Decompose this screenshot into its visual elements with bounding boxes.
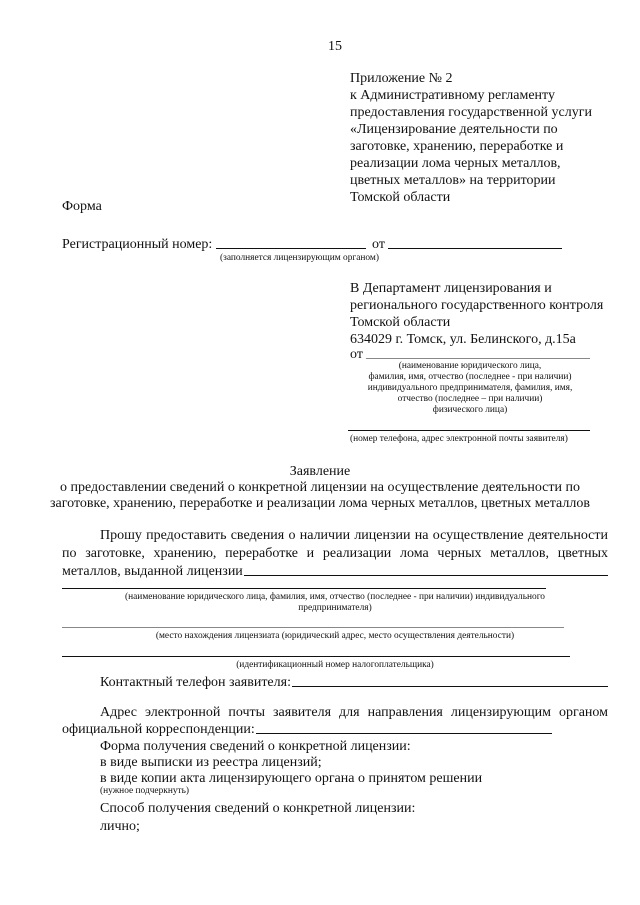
option-copy[interactable]: в виде копии акта лицензирующего органа о принятом решении <box>100 771 483 786</box>
appendix-line: реализации лома черных металлов, <box>350 156 561 171</box>
appendix-line: заготовке, хранению, переработке и <box>350 139 564 154</box>
applicant-contact-note: (номер телефона, адрес электронной почты заявителя) <box>350 434 568 444</box>
request-line: по заготовке, хранению, переработке и реализации лома черных металлов, цветных <box>62 546 608 561</box>
option-personal[interactable]: лично; <box>100 819 140 834</box>
appendix-line: Приложение № 2 <box>350 71 453 86</box>
statement-subtitle-line: о предоставлении сведений о конкретной лицензии на осуществление деятельности по <box>59 480 580 495</box>
email-field[interactable] <box>256 733 552 734</box>
addressee-line: В Департамент лицензирования и <box>350 281 552 296</box>
licensee-location-field[interactable] <box>62 627 564 628</box>
license-field[interactable] <box>244 575 608 576</box>
appendix-line: цветных металлов» на территории <box>350 173 556 188</box>
appendix-line: Томской области <box>350 190 451 205</box>
addressee-from-label: от <box>350 347 363 362</box>
method-of-receipt-label: Способ получения сведений о конкретной лицензии: <box>100 801 416 816</box>
addressee-block <box>350 280 603 348</box>
addressee-line: Томской области <box>350 315 451 330</box>
appendix-line: к Административному регламенту <box>350 88 555 103</box>
form-label: Форма <box>62 199 102 214</box>
licensee-name-note: (наименование юридического лица, фамилия, имя, отчество (последнее - при наличии) индивидуального <box>125 592 545 602</box>
statement-subtitle-line: заготовке, хранению, переработке и реализации лома черных металлов, цветных металлов <box>50 496 590 511</box>
underline-note: (нужное подчеркнуть) <box>100 786 190 796</box>
option-extract[interactable]: в виде выписки из реестра лицензий; <box>100 755 322 770</box>
applicant-note-line: отчество (последнее – при наличии) <box>397 394 543 404</box>
registration-label: Регистрационный номер: <box>62 237 213 252</box>
form-of-receipt-label: Форма получения сведений о конкретной лицензии: <box>100 739 411 754</box>
applicant-name-field[interactable] <box>366 358 590 359</box>
contact-phone-label: Контактный телефон заявителя: <box>100 675 291 690</box>
email-label-line-2: официальной корреспонденции: <box>62 722 255 737</box>
applicant-note-line: физического лица) <box>432 405 508 415</box>
applicant-note-line: (наименование юридического лица, <box>398 361 542 371</box>
registration-date-field[interactable] <box>388 248 562 249</box>
licensee-name-note-2: предпринимателя) <box>298 603 372 613</box>
addressee-line: регионального государственного контроля <box>350 298 604 313</box>
applicant-note-line: индивидуального предпринимателя, фамилия, имя, <box>367 383 573 393</box>
applicant-note-line: фамилия, имя, отчество (последнее - при наличии) <box>368 372 572 382</box>
appendix-line: «Лицензирование деятельности по <box>350 122 558 137</box>
registration-number-field[interactable] <box>216 248 366 249</box>
addressee-line: 634029 г. Томск, ул. Белинского, д.15а <box>350 332 576 347</box>
statement-title: Заявление <box>289 464 351 479</box>
contact-phone-field[interactable] <box>292 686 608 687</box>
applicant-name-notes <box>340 361 600 416</box>
registration-from-label: от <box>372 237 385 252</box>
licensee-name-field[interactable] <box>62 588 546 589</box>
licensee-inn-field[interactable] <box>62 656 570 657</box>
request-line: Прошу предоставить сведения о наличии лицензии на осуществление деятельности <box>100 528 608 543</box>
licensee-inn-note: (идентификационный номер налогоплательщика) <box>236 660 434 670</box>
appendix-block <box>350 70 592 206</box>
page-number: 15 <box>328 39 342 54</box>
applicant-contact-field[interactable] <box>348 430 590 431</box>
email-label-line: Адрес электронной почты заявителя для направления лицензирующим органом <box>100 705 608 720</box>
appendix-line: предоставления государственной услуги <box>350 105 592 120</box>
licensee-location-note: (место нахождения лицензиата (юридический адрес, место осуществления деятельности) <box>155 631 515 641</box>
registration-note: (заполняется лицензирующим органом) <box>220 253 379 263</box>
request-last-line: металлов, выданной лицензии <box>62 564 243 579</box>
